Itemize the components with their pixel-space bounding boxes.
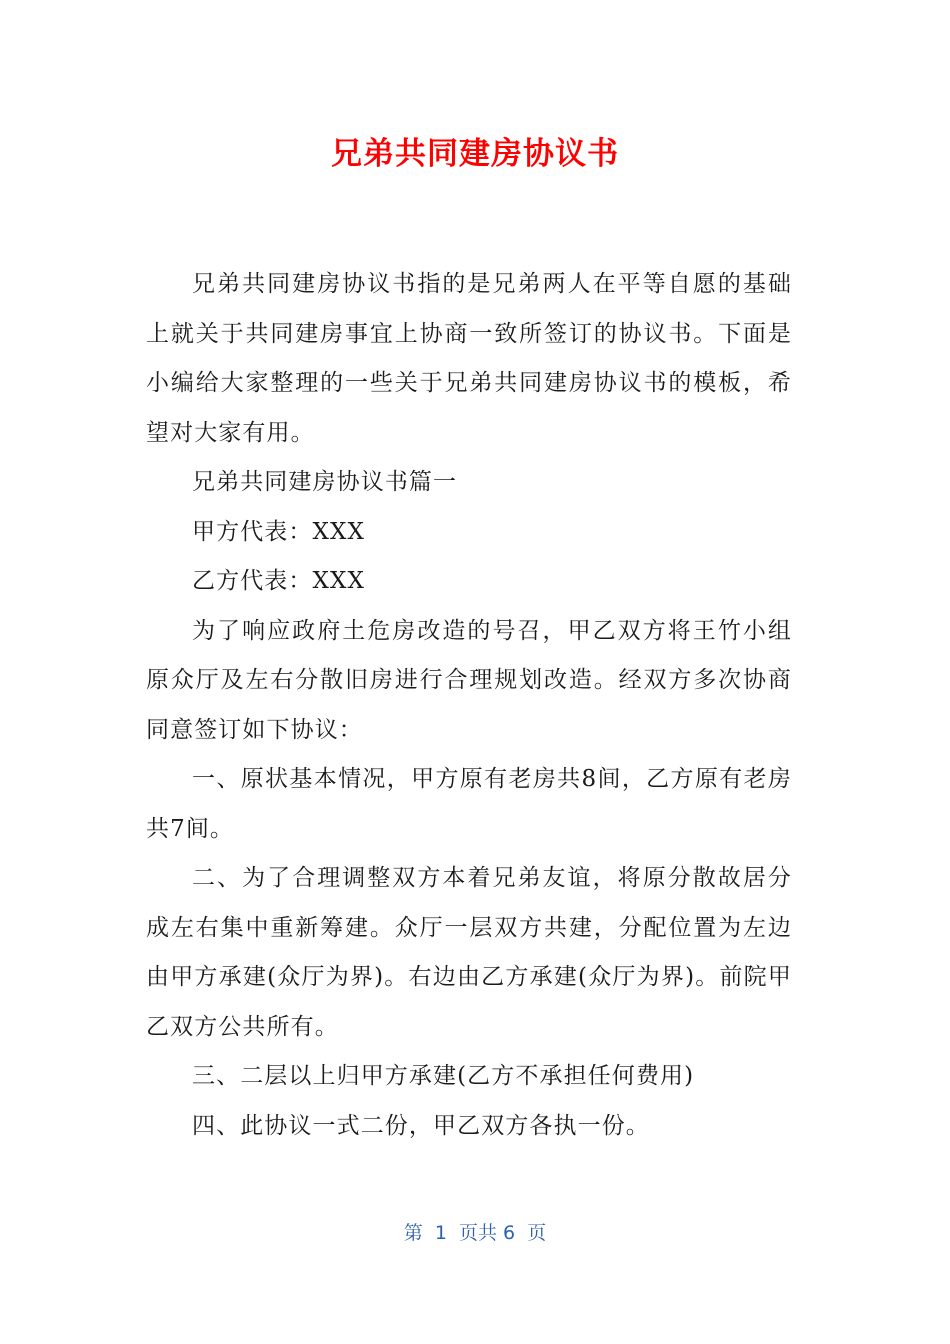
page-footer: 第 1 页共 6 页 [403, 1222, 547, 1244]
party-a-line: 甲方代表：XXX [192, 518, 365, 545]
clause-4: 四、此协议一式二份，甲乙双方各执一份。 [192, 1112, 650, 1139]
intro-paragraph: 兄弟共同建房协议书指的是兄弟两人在平等自愿的基础上就关于共同建房事宜上协商一致所签订的协议书。下面是小编给大家整理的一些关于兄弟共同建房协议书的模板，希望对大家有用。 [146, 271, 792, 446]
party-b-line: 乙方代表：XXX [192, 568, 365, 594]
section-heading: 兄弟共同建房协议书篇一 [192, 469, 458, 495]
clause-3: 三、二层以上归甲方承建(乙方不承担任何费用) [192, 1063, 695, 1089]
document-title: 兄弟共同建房协议书 [331, 136, 619, 172]
clause-1: 一、原状基本情况，甲方原有老房共8间，乙方原有老房共7间。 [146, 766, 792, 842]
document-body [146, 260, 792, 1151]
preamble-paragraph: 为了响应政府土危房改造的号召，甲乙双方将王竹小组原众厅及左右分散旧房进行合理规划改造。经双方多次协商同意签订如下协议： [146, 617, 792, 743]
clause-2: 二、为了合理调整双方本着兄弟友谊，将原分散故居分成左右集中重新筹建。众厅一层双方共建，分配位置为左边由甲方承建(众厅为界)。右边由乙方承建(众厅为界)。前院甲乙双方公共所有。 [146, 865, 792, 1040]
